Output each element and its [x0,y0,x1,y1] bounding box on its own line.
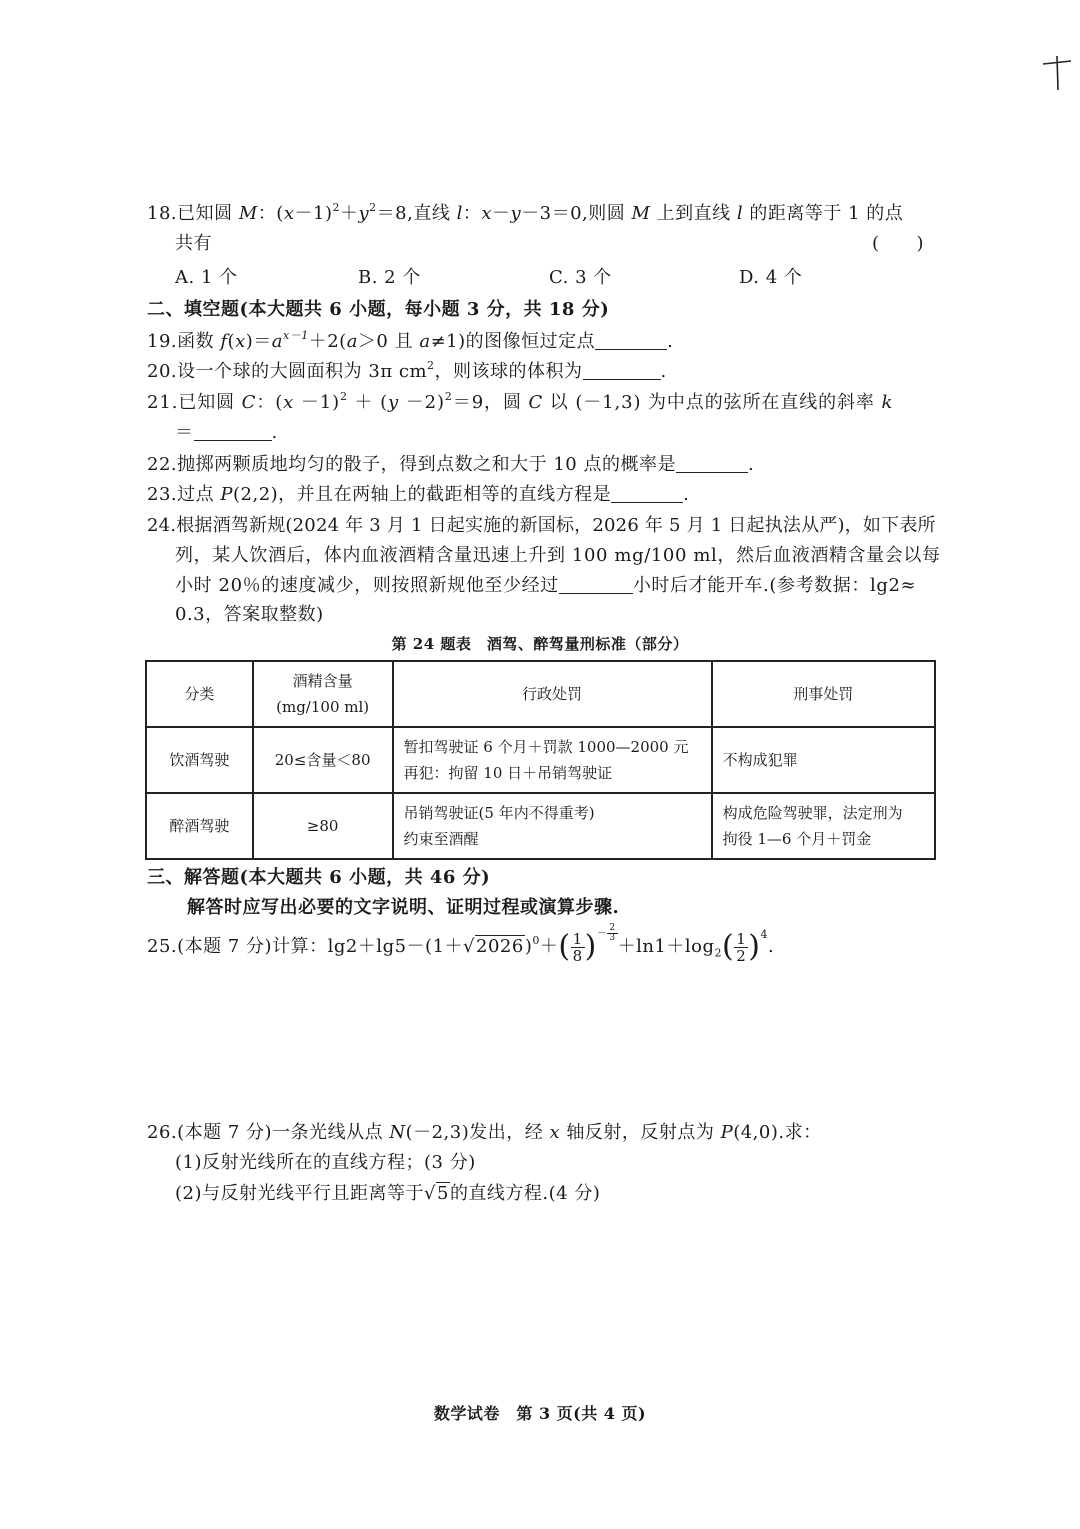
sqrt-icon: √ [463,936,476,957]
var-p: P [220,484,233,505]
q21-text: 已知圆 [178,392,242,413]
question-24-line-2: 列，某人饮酒后，体内血液酒精含量迅速上升到 100 mg/100 ml，然后血液酒精含量会以每 [175,545,941,566]
exponent: 2 [427,359,435,372]
var-x: x [235,331,246,352]
q19-text: )＝ [245,331,272,352]
admin-line: 再犯：拘留 10 日＋吊销驾驶证 [403,764,613,782]
log-base: 2 [714,946,722,960]
corner-registration-mark [1040,52,1074,92]
cell-category: 饮酒驾驶 [146,727,253,793]
q19-text: 函数 [177,331,221,352]
q26-text: (－2,3)发出，经 [405,1122,550,1143]
question-20 [147,358,667,386]
period: . [667,331,674,352]
q21-text: ＝9，圆 [452,392,529,413]
question-number: 21. [147,392,179,413]
period: . [767,936,775,957]
q21-text: ＝ [175,422,194,443]
header-admin-penalty: 行政处罚 [393,661,712,727]
section-2-heading: 二、填空题(本大题共 6 小题，每小题 3 分，共 18 分) [147,299,610,320]
q18-text: ＋ [339,203,359,224]
option-c: C. 3 个 [549,267,612,288]
q18-text: －3＝0,则圆 [521,203,632,224]
question-number: 23. [147,484,178,505]
question-number: 19. [147,331,178,352]
admin-line: 约束至酒醒 [403,830,479,848]
var-a: a [419,331,431,352]
option-a: A. 1 个 [175,267,238,288]
section-3-instruction: 解答时应写出必要的文字说明、证明过程或演算步骤. [187,897,620,918]
question-number: 25. [147,936,178,957]
q22-text: 抛掷两颗质地均匀的骰子，得到点数之和大于 10 点的概率是 [177,454,676,475]
question-18-line-1 [147,200,903,228]
sqrt-argument: 5 [436,1183,449,1204]
q18-text: 的距离等于 1 的点 [743,203,904,224]
fraction-one-half [734,931,748,964]
table-row [146,793,935,859]
q20-text: ，则该球的体积为 [434,361,583,382]
fraction-one-eighth [571,931,585,964]
header-alcohol-label: 酒精含量 [292,672,353,690]
cell-admin [393,727,712,793]
numerator: 2 [609,923,616,933]
q26-text: (4,0).求： [733,1122,822,1143]
option-d: D. 4 个 [739,267,803,288]
var-x: x [283,203,295,224]
question-24-line-1 [147,512,936,540]
var-y: y [388,392,400,413]
question-18-line-2: 共有 [175,233,212,254]
cell-category: 醉酒驾驶 [146,793,253,859]
var-l: l [736,203,744,224]
question-26-part-2 [175,1180,600,1208]
q18-text: ＝8,直线 [376,203,457,224]
criminal-line: 拘役 1—6 个月＋罚金 [722,830,872,848]
var-a: a [346,331,358,352]
period: . [660,361,667,382]
sqrt-icon: √ [424,1183,436,1204]
q18-text: ：( [257,203,284,224]
q25-text: (本题 7 分)计算：lg2＋lg5－(1＋ [177,936,464,957]
q21-text: ＋ ( [347,392,389,413]
question-number: 26. [147,1122,178,1143]
section-3-heading: 三、解答题(本大题共 6 小题，共 46 分) [147,867,491,888]
q18-text: 上到直线 [650,203,737,224]
q20-text: 设一个球的大圆面积为 3π cm [177,361,428,382]
cell-admin [393,793,712,859]
right-paren-icon: ) [584,929,597,964]
answer-blank[interactable] [583,361,661,380]
var-f: f [220,331,228,352]
question-19 [147,328,673,356]
var-p: P [720,1122,734,1143]
question-24-line-3 [175,572,916,600]
var-c: C [528,392,544,413]
q18-text: ： [462,203,482,224]
answer-parentheses: ( ) [872,233,925,254]
exponent-fraction [607,924,617,943]
table-row [146,727,935,793]
question-number: 18. [147,203,178,224]
option-b: B. 2 个 [358,267,421,288]
question-22 [147,451,754,479]
q21-text: －2) [399,392,445,413]
question-number: 22. [147,454,178,475]
exponent: x－1 [283,329,309,342]
cell-content: 20≤含量＜80 [253,727,393,793]
q24-text: 根据酒驾新规(2024 年 3 月 1 日起实施的新国标，2026 年 5 月 1 日起执法从严)，如下表所 [176,515,936,536]
var-k: k [881,392,894,413]
exponent: 2 [332,201,340,214]
table-header-row [146,661,935,727]
question-number: 24. [147,515,177,536]
header-criminal-penalty: 刑事处罚 [712,661,935,727]
exponent: 2 [444,390,453,403]
answer-blank[interactable] [559,575,633,594]
question-24-line-4: 0.3，答案取整数) [175,604,324,625]
criminal-line: 构成危险驾驶罪，法定刑为 [722,804,903,822]
q25-text: ) [524,936,533,957]
sqrt-argument: 2026 [476,936,524,957]
numerator: 1 [736,929,747,948]
q26-text: (2)与反射光线平行且距离等于 [175,1183,424,1204]
q26-text: 轴反射，反射点为 [560,1122,721,1143]
page-footer: 数学试卷 第 3 页(共 4 页) [433,1404,647,1423]
denominator: 3 [609,933,616,943]
denominator: 2 [736,946,747,965]
var-l: l [456,203,463,224]
period: . [748,454,755,475]
q24-text: 小时 20％的速度减少，则按照新规他至少经过 [175,575,559,596]
exponent: 0 [532,934,540,947]
period: . [271,422,278,443]
q19-text: ≠1)的图像恒过定点 [430,331,596,352]
answer-blank[interactable] [194,422,272,441]
var-y: y [510,203,522,224]
question-23 [147,481,689,509]
negative-fraction-exponent [596,923,618,943]
header-alcohol-unit: (mg/100 ml) [276,698,370,716]
q25-text: ＋ [539,936,559,957]
q24-text: 小时后才能开车.(参考数据：lg2≈ [632,575,917,596]
answer-blank[interactable] [595,331,667,350]
q19-text: ＞0 且 [357,331,420,352]
exponent: 2 [340,390,348,403]
q19-text: ( [227,331,236,352]
answer-blank[interactable] [611,484,683,503]
period: . [683,484,690,505]
header-category: 分类 [146,661,253,727]
var-m: M [631,203,651,224]
var-n: N [389,1122,406,1143]
right-paren-icon: ) [748,929,761,964]
question-26-part-1: (1)反射光线所在的直线方程；(3 分) [175,1152,476,1173]
answer-blank[interactable] [676,454,748,473]
numerator: 1 [572,929,583,948]
q21-text: －1) [294,392,341,413]
denominator: 8 [572,946,583,965]
q19-text: ＋2( [308,331,347,352]
q23-text: 过点 [177,484,221,505]
q25-text: ＋ln1＋log [617,936,715,957]
q21-text: 以 (－1,3) 为中点的弦所在直线的斜率 [543,392,882,413]
question-25 [147,924,774,977]
exponent: 2 [369,201,377,214]
q18-text: － [491,203,511,224]
q23-text: (2,2)，并且在两轴上的截距相等的直线方程是 [233,484,612,505]
var-c: C [241,392,257,413]
q18-text: 已知圆 [177,203,239,224]
q21-text: ：( [256,392,284,413]
exponent-sign: － [596,928,608,939]
criminal-line: 不构成犯罪 [722,751,798,769]
q26-text: 的直线方程.(4 分) [449,1183,601,1204]
cell-criminal [712,727,935,793]
q18-text: －1) [294,203,333,224]
admin-line: 吊销驾驶证(5 年内不得重考) [403,804,595,822]
left-paren-icon: ( [558,929,571,964]
var-x: x [549,1122,561,1143]
table-caption: 第 24 题表 酒驾、醉驾量刑标准（部分） [391,635,689,653]
var-y: y [358,203,370,224]
header-alcohol-content [253,661,393,727]
var-x: x [283,392,295,413]
cell-criminal [712,793,935,859]
var-m: M [238,203,258,224]
question-26 [147,1119,822,1147]
question-21-line-2 [175,419,278,447]
q26-text: (本题 7 分)一条光线从点 [177,1122,390,1143]
cell-content: ≥80 [253,793,393,859]
question-21-line-1 [147,389,893,417]
penalty-table [145,660,936,860]
left-paren-icon: ( [722,929,735,964]
var-x: x [481,203,492,224]
admin-line: 暂扣驾驶证 6 个月＋罚款 1000—2000 元 [403,738,689,756]
registration-cross-icon [1040,52,1074,92]
question-number: 20. [147,361,178,382]
var-a: a [271,331,283,352]
exponent: 4 [760,928,768,941]
